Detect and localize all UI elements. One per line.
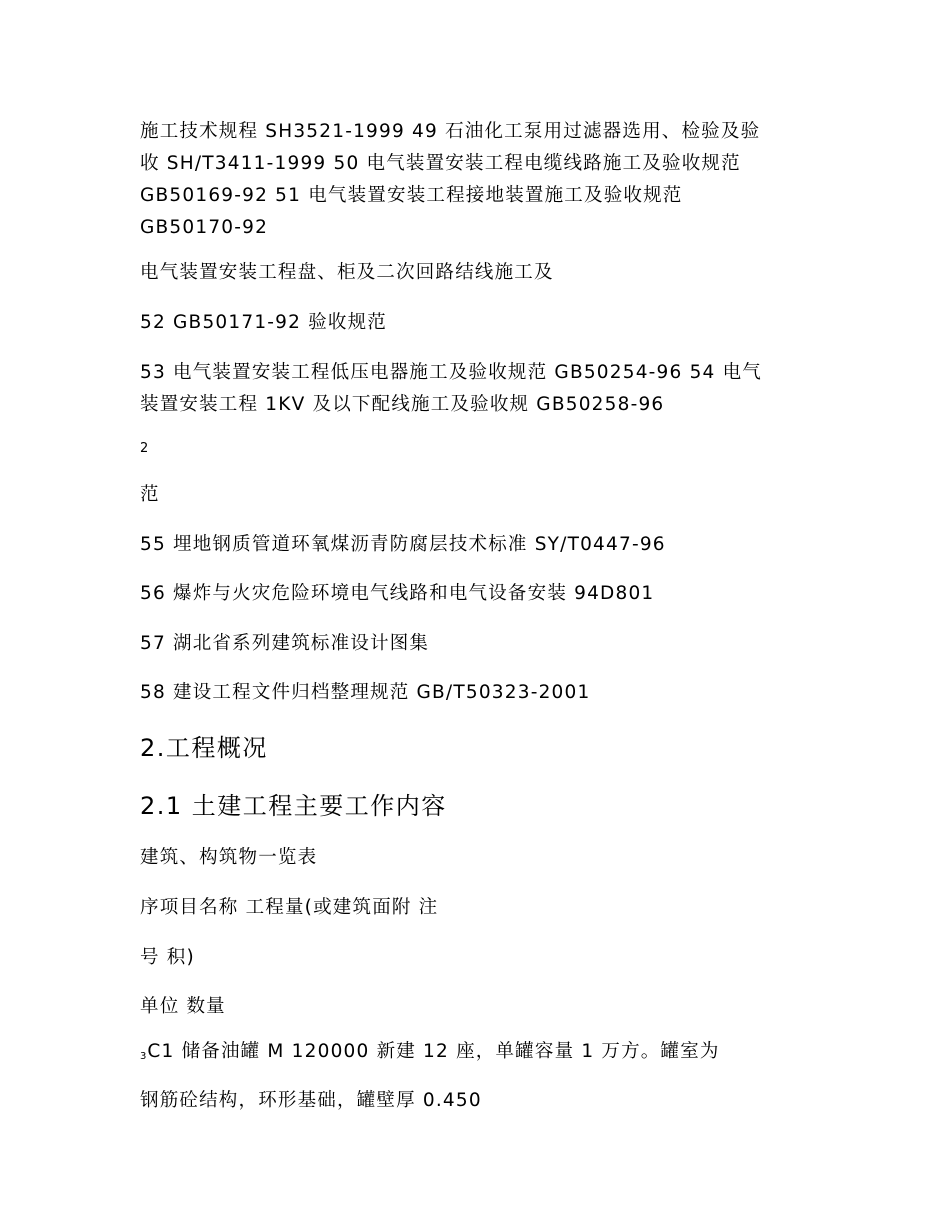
standards-paragraph-48-51 (140, 116, 810, 244)
table-header-line-3: 单位 数量 (140, 996, 226, 1017)
text-line: 施工技术规程 SH3521-1999 49 石油化工泵用过滤器选用、检验及验 (140, 121, 761, 142)
standard-52-title: 电气装置安装工程盘、柜及二次回路结线施工及 (140, 262, 554, 283)
text-line: 收 SH/T3411-1999 50 电气装置安装工程电缆线路施工及验收规范 (140, 153, 741, 174)
standard-57: 57 湖北省系列建筑标准设计图集 (140, 633, 430, 654)
table-title: 建筑、构筑物一览表 (140, 847, 318, 868)
section-heading-2: 2.工程概况 (140, 734, 268, 762)
section-heading-2-1: 2.1 土建工程主要工作内容 (140, 792, 447, 820)
table-row-1-continued: 钢筋砼结构，环形基础，罐壁厚 0.450 (140, 1090, 482, 1111)
page-number: 2 (140, 441, 149, 456)
continuation-fan: 范 (140, 484, 160, 505)
table-header-line-1: 序项目名称 工程量(或建筑面附 注 (140, 897, 439, 918)
text-line: 装置安装工程 1KV 及以下配线施工及验收规 GB50258-96 (140, 394, 665, 415)
standard-56: 56 爆炸与火灾危险环境电气线路和电气设备安装 94D801 (140, 583, 655, 604)
standard-52-code: 52 GB50171-92 验收规范 (140, 312, 387, 333)
row-text: C1 储备油罐 M 120000 新建 12 座，单罐容量 1 万方。罐室为 (147, 1041, 720, 1062)
standard-58: 58 建设工程文件归档整理规范 GB/T50323-2001 (140, 682, 591, 703)
text-line: GB50170-92 (140, 217, 269, 238)
standard-55: 55 埋地钢质管道环氧煤沥青防腐层技术标准 SY/T0447-96 (140, 534, 666, 555)
text-line: GB50169-92 51 电气装置安装工程接地装置施工及验收规范 (140, 185, 683, 206)
table-header-line-2: 号 积) (140, 947, 195, 968)
row-index: 3 (140, 1051, 147, 1062)
text-line: 53 电气装置安装工程低压电器施工及验收规范 GB50254-96 54 电气 (140, 362, 762, 383)
standards-paragraph-53-54 (140, 357, 810, 421)
table-row-1 (140, 1036, 810, 1073)
